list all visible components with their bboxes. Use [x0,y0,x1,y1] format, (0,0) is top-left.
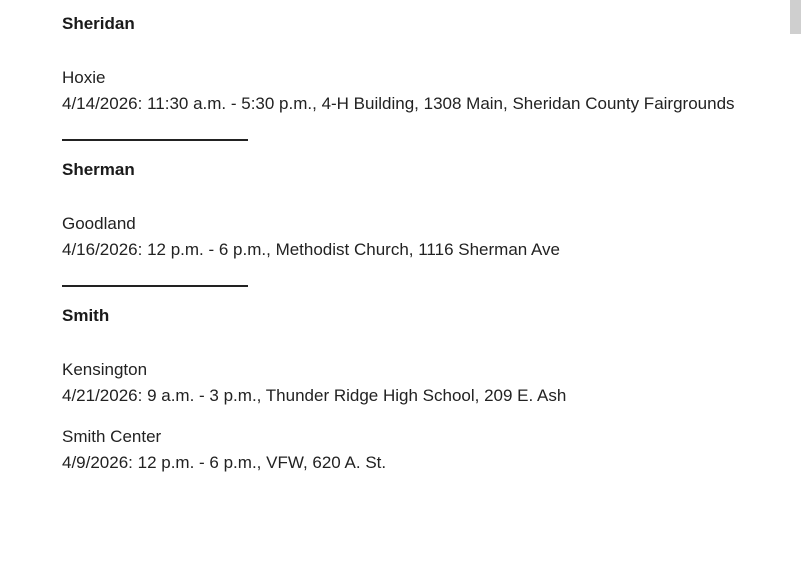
list-item [62,65,752,117]
county-heading: Smith [62,306,110,325]
list-item [62,211,752,263]
county-heading: Sherman [62,160,135,179]
county-group-smith [62,305,752,476]
county-group-sherman [62,159,752,305]
scrollbar[interactable] [788,0,802,561]
top-spacer [62,0,752,13]
list-item [62,424,752,476]
entry-details: 4/9/2026: 12 p.m. - 6 p.m., VFW, 620 A. St. [62,453,387,472]
county-heading: Sheridan [62,14,135,33]
spacer [62,263,752,285]
spacer [62,287,752,305]
entry-city: Hoxie [62,68,106,87]
entry-details: 4/14/2026: 11:30 a.m. - 5:30 p.m., 4-H Building, 1308 Main, Sheridan County Fairgrounds [62,94,735,113]
list-item [62,357,752,409]
spacer [62,141,752,159]
scrollbar-thumb[interactable] [790,0,801,34]
entry-city: Kensington [62,360,148,379]
spacer [62,35,752,65]
entry-city: Goodland [62,214,136,233]
blood-drive-listing [62,0,752,476]
spacer [62,409,752,424]
spacer [62,327,752,357]
entry-details: 4/16/2026: 12 p.m. - 6 p.m., Methodist Church, 1116 Sherman Ave [62,240,561,259]
spacer [62,181,752,211]
spacer [62,117,752,139]
county-group-sheridan [62,13,752,159]
entry-details: 4/21/2026: 9 a.m. - 3 p.m., Thunder Ridge High School, 209 E. Ash [62,386,567,405]
entry-city: Smith Center [62,427,162,446]
